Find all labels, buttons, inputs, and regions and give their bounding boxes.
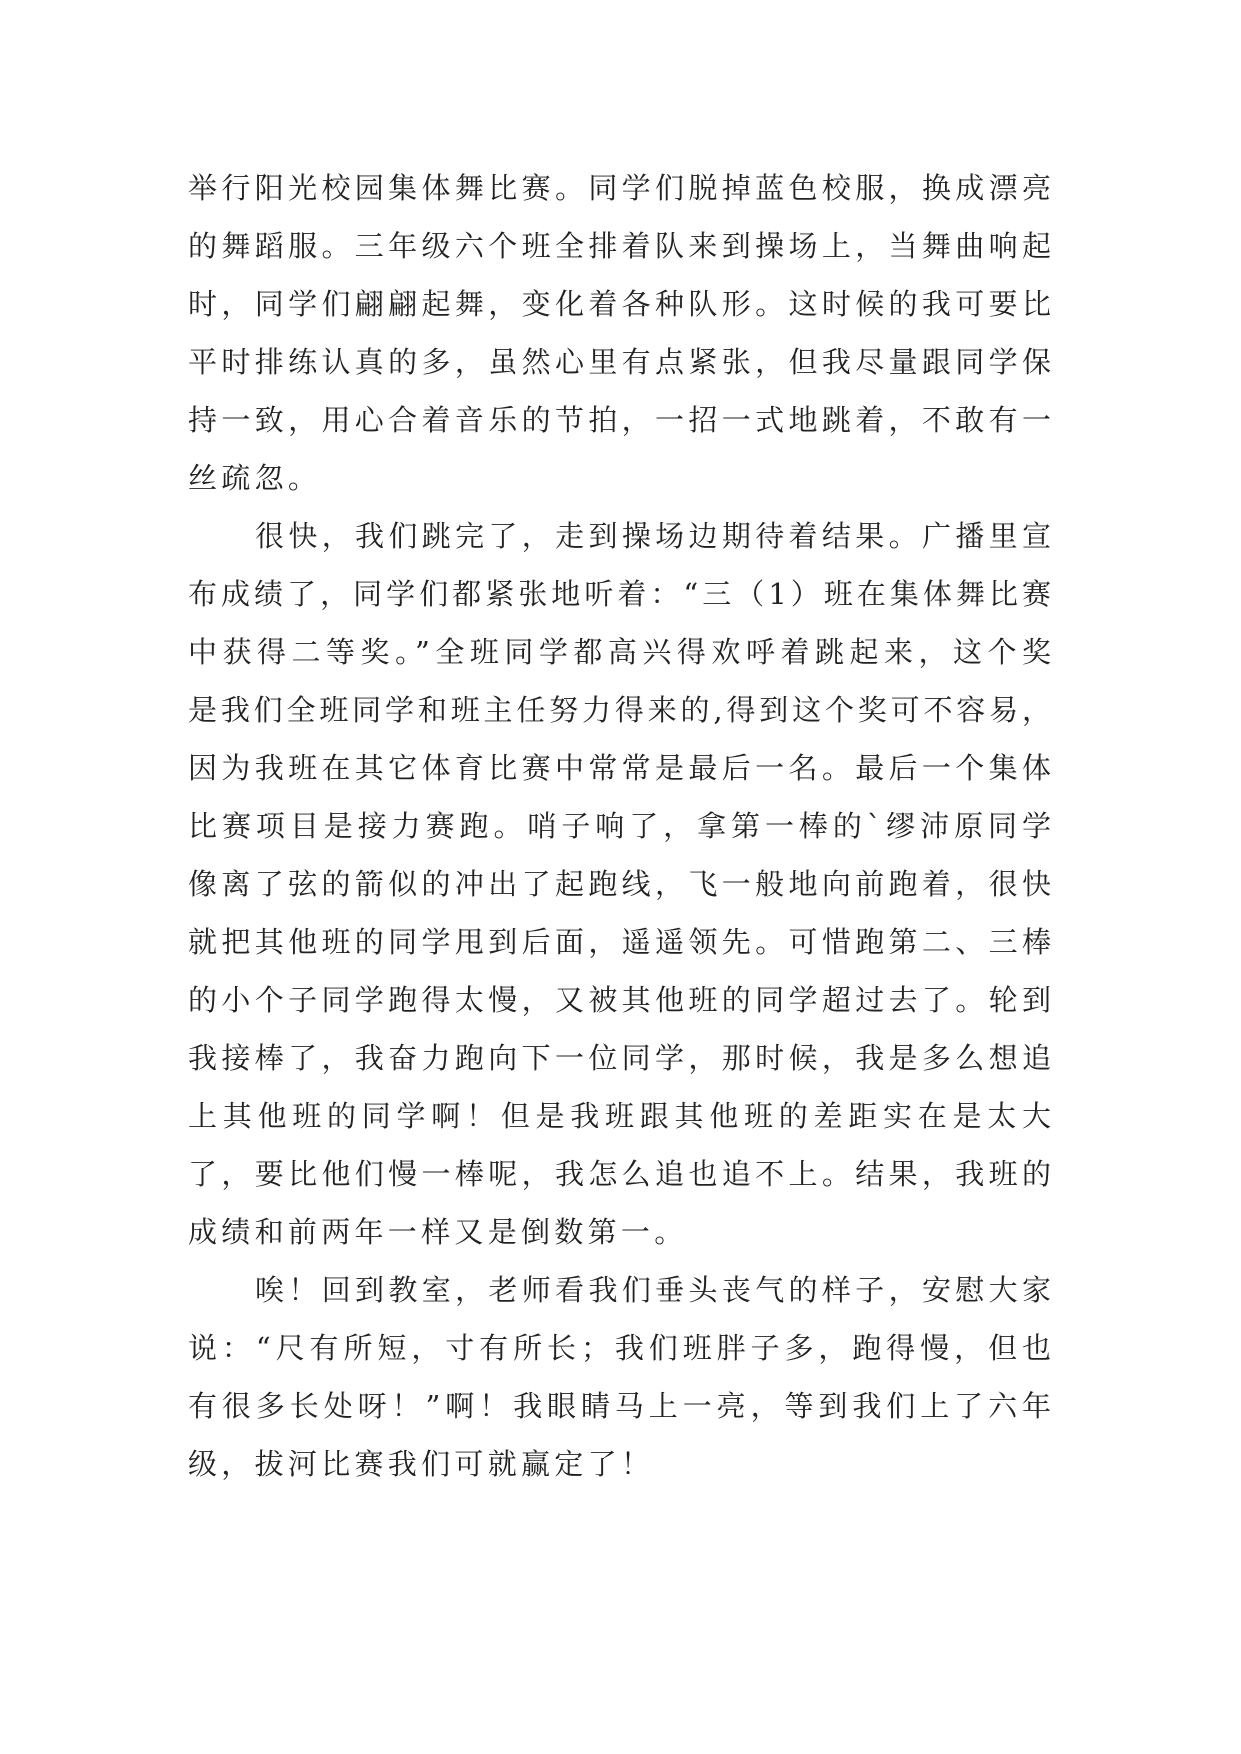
paragraph-1 (188, 159, 1054, 507)
body-text (188, 159, 1054, 1493)
text-line: 比赛项目是接力赛跑。哨子响了，拿第一棒的`缪沛原同学 (188, 809, 1054, 843)
text-line: 中获得二等奖。”全班同学都高兴得欢呼着跳起来，这个奖 (188, 635, 1054, 669)
text-line: 平时排练认真的多，虽然心里有点紧张，但我尽量跟同学保 (188, 345, 1054, 379)
text-line: 成绩和前两年一样又是倒数第一。 (188, 1215, 688, 1249)
text-line: 时，同学们翩翩起舞，变化着各种队形。这时候的我可要比 (188, 287, 1054, 321)
text-line: 丝疏忽。 (188, 461, 322, 495)
text-line: 就把其他班的同学甩到后面，遥遥领先。可惜跑第二、三棒 (188, 925, 1054, 959)
text-line: 有很多长处呀！”啊！我眼睛马上一亮，等到我们上了六年 (188, 1389, 1054, 1423)
text-line: 上其他班的同学啊！但是我班跟其他班的差距实在是太大 (188, 1099, 1054, 1133)
text-line: 很快，我们跳完了，走到操场边期待着结果。广播里宣 (255, 519, 1054, 553)
text-line: 持一致，用心合着音乐的节拍，一招一式地跳着，不敢有一 (188, 403, 1054, 437)
text-line: 唉！回到教室，老师看我们垂头丧气的样子，安慰大家 (255, 1273, 1054, 1307)
text-line: 说：“尺有所短，寸有所长；我们班胖子多，跑得慢，但也 (188, 1331, 1054, 1365)
paragraph-2 (188, 507, 1054, 1261)
text-line: 了，要比他们慢一棒呢，我怎么追也追不上。结果，我班的 (188, 1157, 1054, 1191)
text-line: 我接棒了，我奋力跑向下一位同学，那时候，我是多么想追 (188, 1041, 1054, 1075)
text-line: 布成绩了，同学们都紧张地听着：“三（1）班在集体舞比赛 (188, 577, 1054, 611)
text-line: 的小个子同学跑得太慢，又被其他班的同学超过去了。轮到 (188, 983, 1054, 1017)
text-line: 像离了弦的箭似的冲出了起跑线，飞一般地向前跑着，很快 (188, 867, 1054, 901)
text-line: 级，拔河比赛我们可就赢定了！ (188, 1447, 655, 1481)
text-line: 举行阳光校园集体舞比赛。同学们脱掉蓝色校服，换成漂亮 (188, 171, 1054, 205)
paragraph-3 (188, 1261, 1054, 1493)
text-line: 因为我班在其它体育比赛中常常是最后一名。最后一个集体 (188, 751, 1054, 785)
text-line: 的舞蹈服。三年级六个班全排着队来到操场上，当舞曲响起 (188, 229, 1054, 263)
text-line: 是我们全班同学和班主任努力得来的,得到这个奖可不容易， (188, 693, 1054, 727)
